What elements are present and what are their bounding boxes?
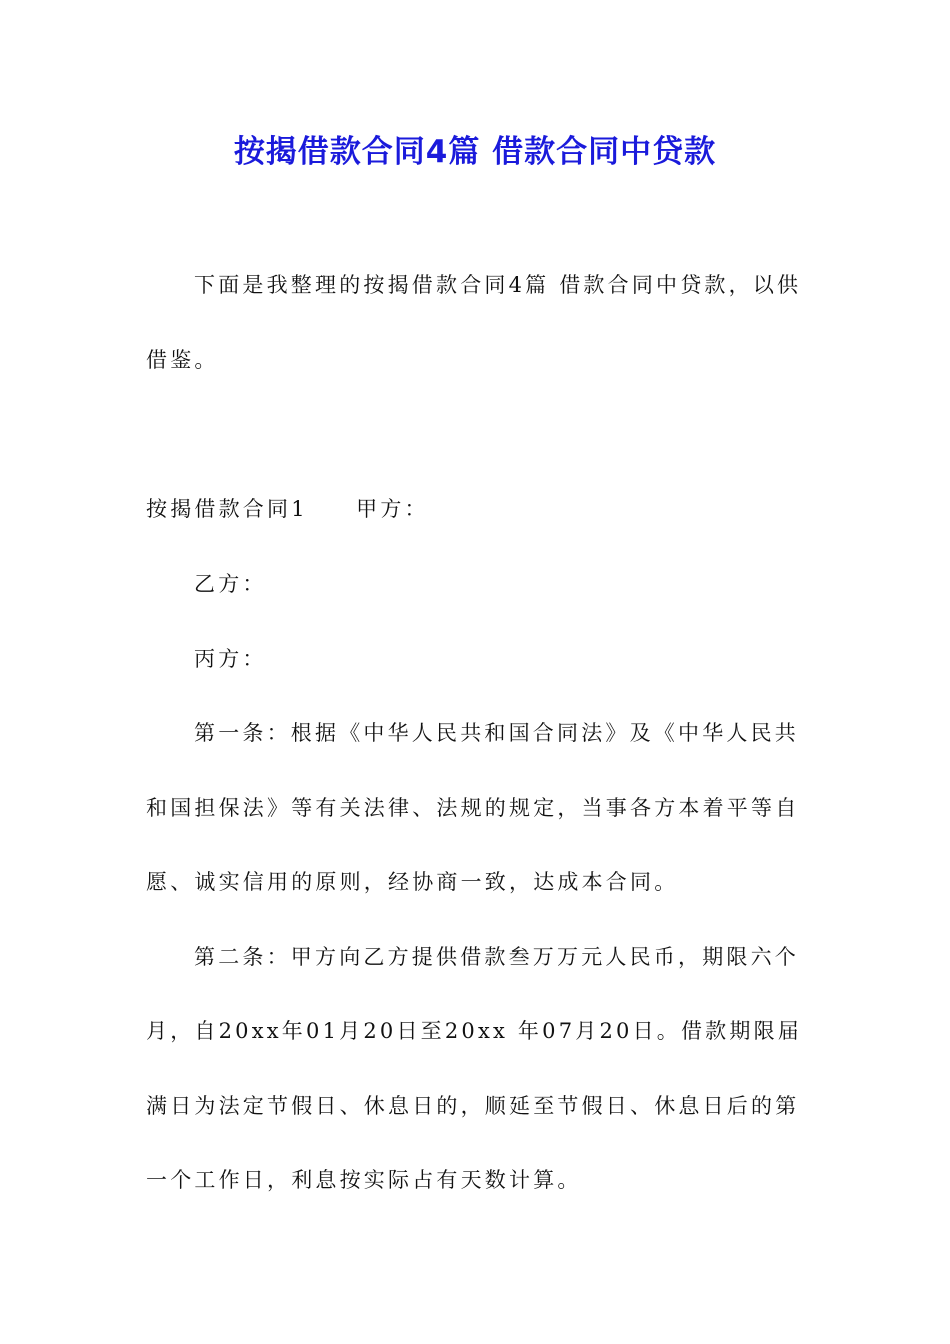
intro-line-2: 借鉴。: [146, 348, 219, 372]
article-2-line-3: 满日为法定节假日、休息日的，顺延至节假日、休息日后的第: [146, 1094, 800, 1118]
article-1-line-3: 愿、诚实信用的原则，经协商一致，达成本合同。: [146, 870, 679, 894]
article-1-line-2: 和国担保法》等有关法律、法规的规定，当事各方本着平等自: [146, 796, 800, 820]
section-heading: 按揭借款合同1 甲方：: [146, 497, 429, 521]
article-2-line-1: 第二条：甲方向乙方提供借款叁万万元人民币，期限六个: [194, 945, 799, 969]
article-2-line-4: 一个工作日，利息按实际占有天数计算。: [146, 1168, 582, 1192]
article-2-line-2: 月，自20xx年01月20日至20xx 年07月20日。借款期限届: [146, 1019, 802, 1043]
document-title: 按揭借款合同4篇 借款合同中贷款: [233, 134, 717, 170]
article-1-line-1: 第一条：根据《中华人民共和国合同法》及《中华人民共: [194, 721, 799, 745]
party-b-label: 乙方：: [194, 572, 267, 596]
intro-line-1: 下面是我整理的按揭借款合同4篇 借款合同中贷款，以供: [194, 273, 802, 297]
party-c-label: 丙方：: [194, 647, 267, 671]
